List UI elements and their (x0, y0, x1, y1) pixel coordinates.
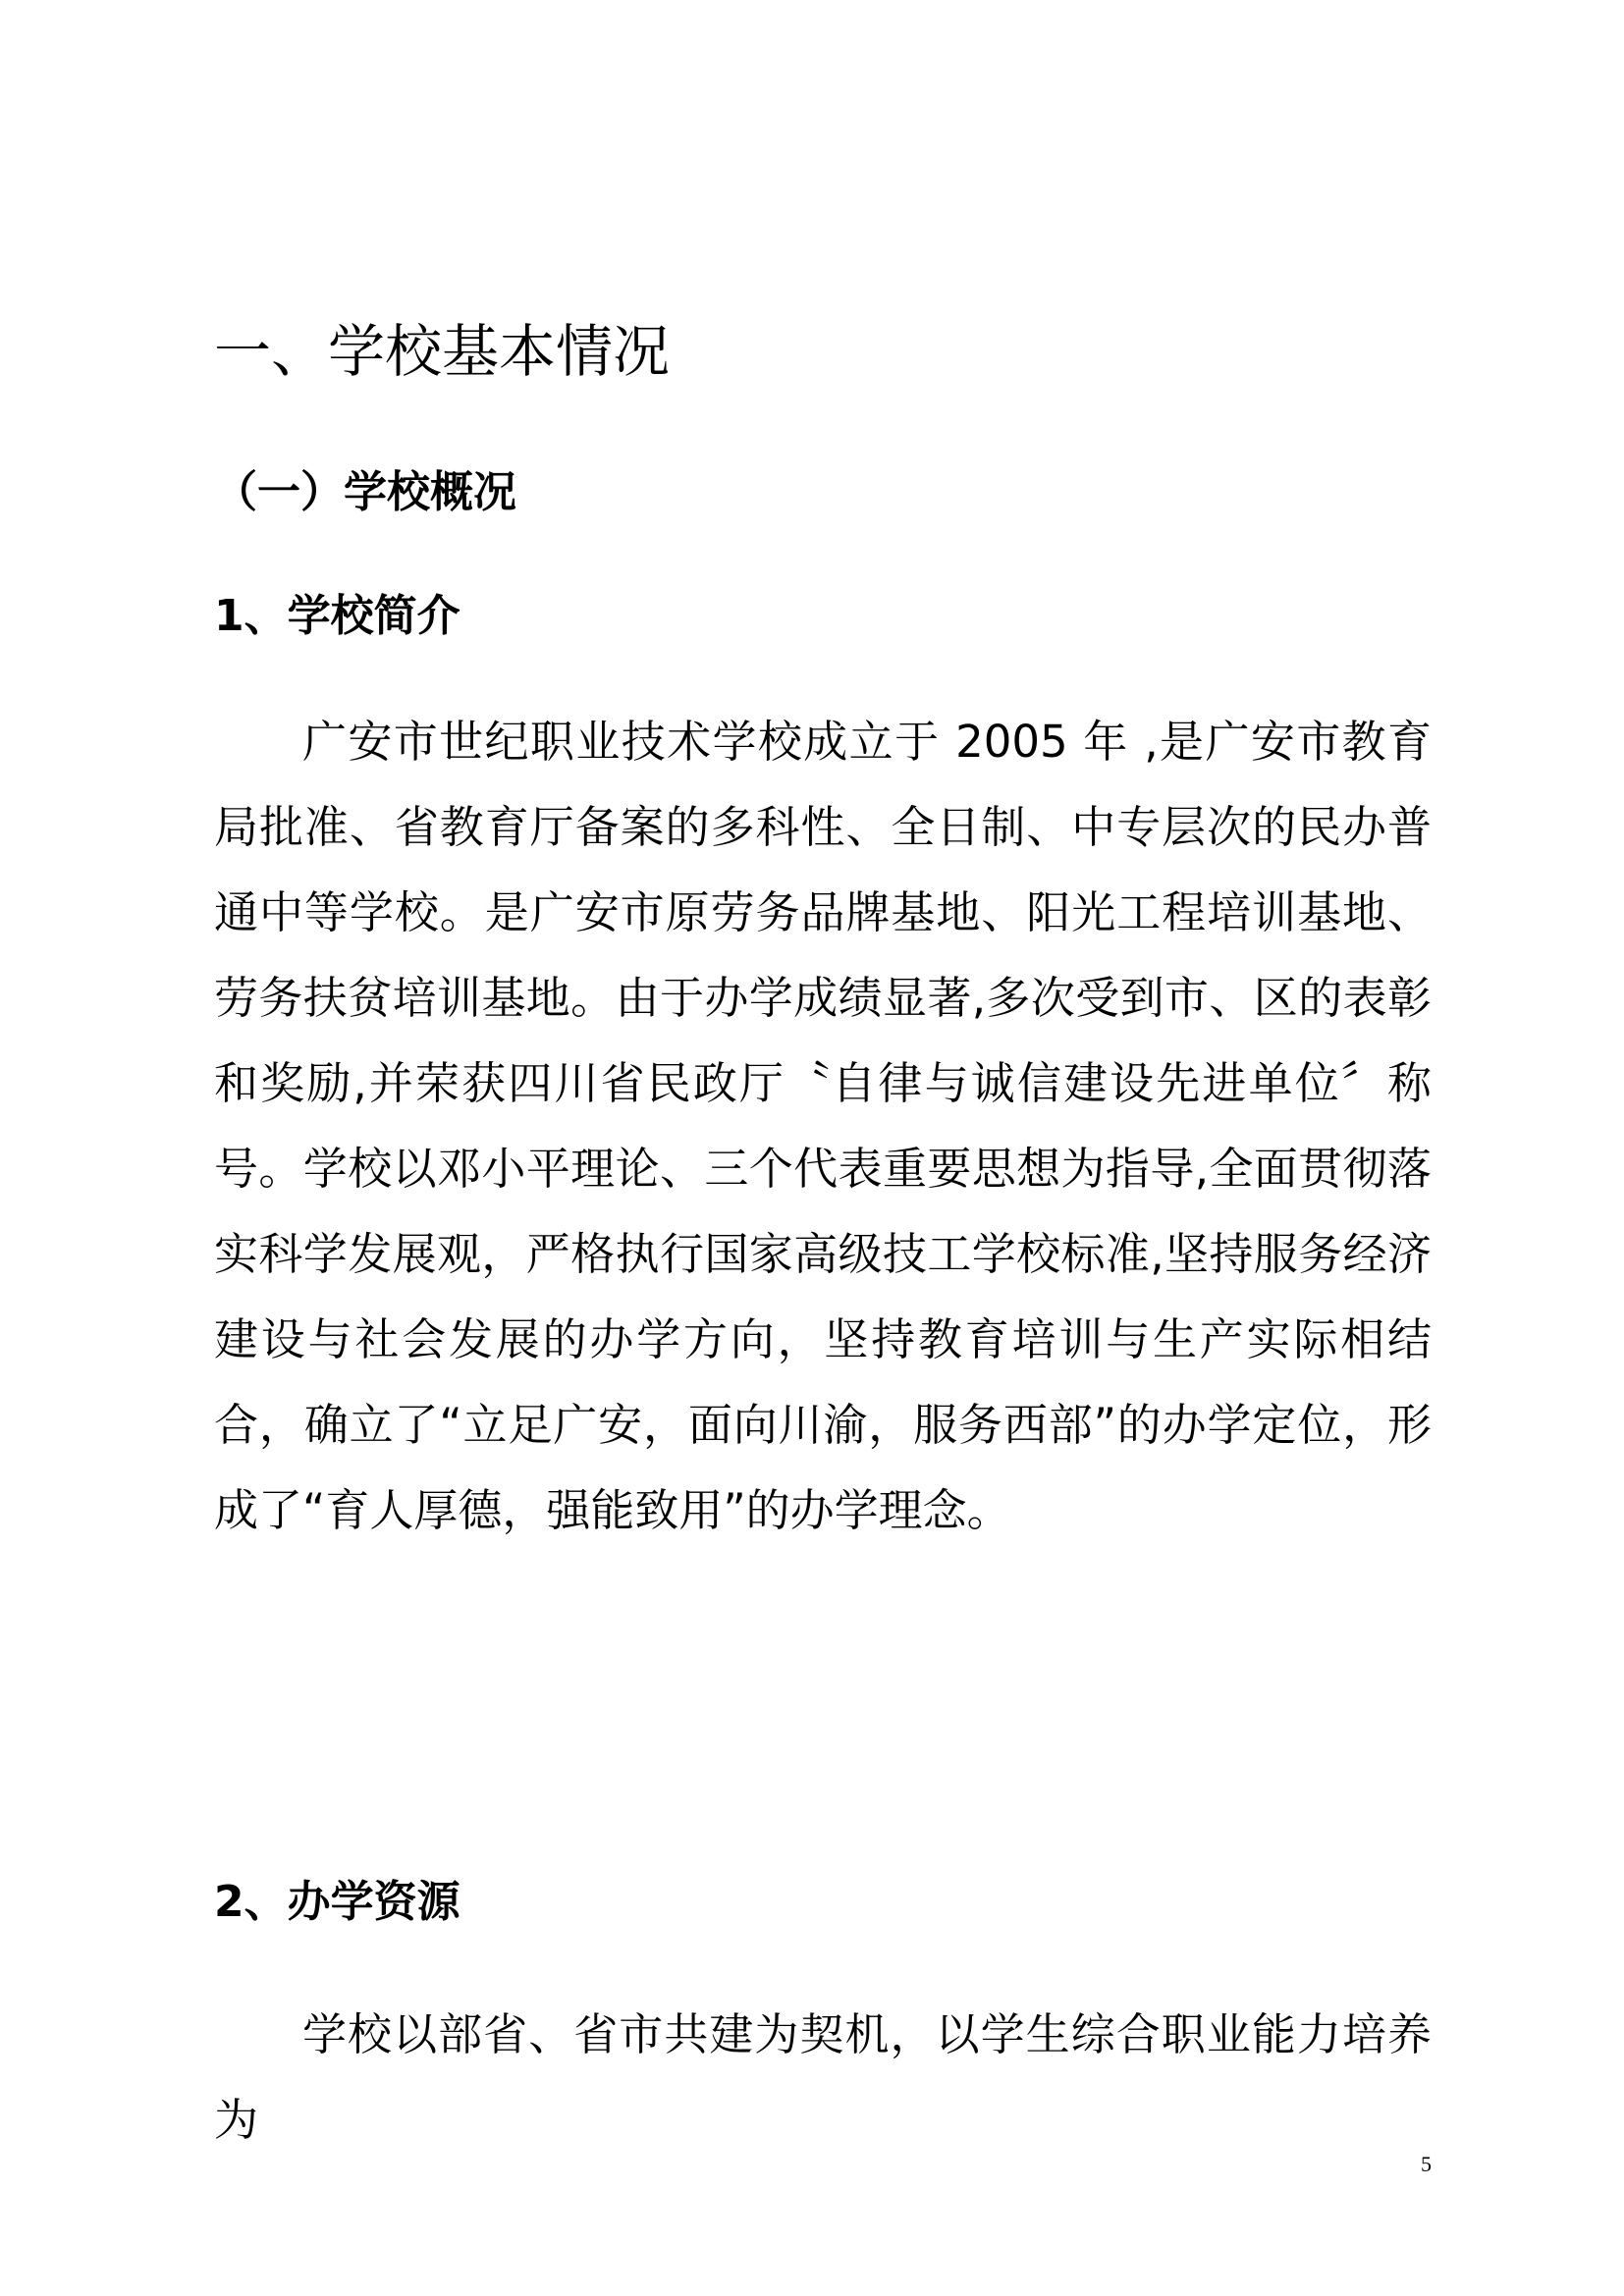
resources-paragraph: 学校以部省、省市共建为契机，以学生综合职业能力培养为 (214, 2008, 1432, 2146)
chapter-heading: 一、学校基本情况 (214, 318, 671, 385)
school-intro-paragraph: 广安市世纪职业技术学校成立于 2005 年 ,是广安市教育局批准、省教育厅备案的多科性、全日制、中专层次的民办普通中等学校。是广安市原劳务品牌基地、阳光工程培训基地、劳务扶贫培训基地。由于办学成绩显著,多次受到市、区的表彰和奖励,并荣获四川省民政厅〝自律与诚信建设先进单位〞称号。学校以邓小平理论、三个代表重要思想为指导,全面贯彻落实科学发展观，严格执行国家高级技工学校标准,坚持服务经济建设与社会发展的办学方向，坚持教育培训与生产实际相结合，确立了“立足广安，面向川渝，服务西部”的办学定位，形成了“育人厚德，强能致用”的办学理念。 (214, 716, 1432, 1536)
section-heading: （一）学校概况 (214, 467, 516, 517)
subsection-heading-school-intro: 1、学校简介 (214, 591, 460, 641)
page-number: 5 (1421, 2152, 1432, 2176)
subsection-heading-resources: 2、办学资源 (214, 1877, 460, 1927)
